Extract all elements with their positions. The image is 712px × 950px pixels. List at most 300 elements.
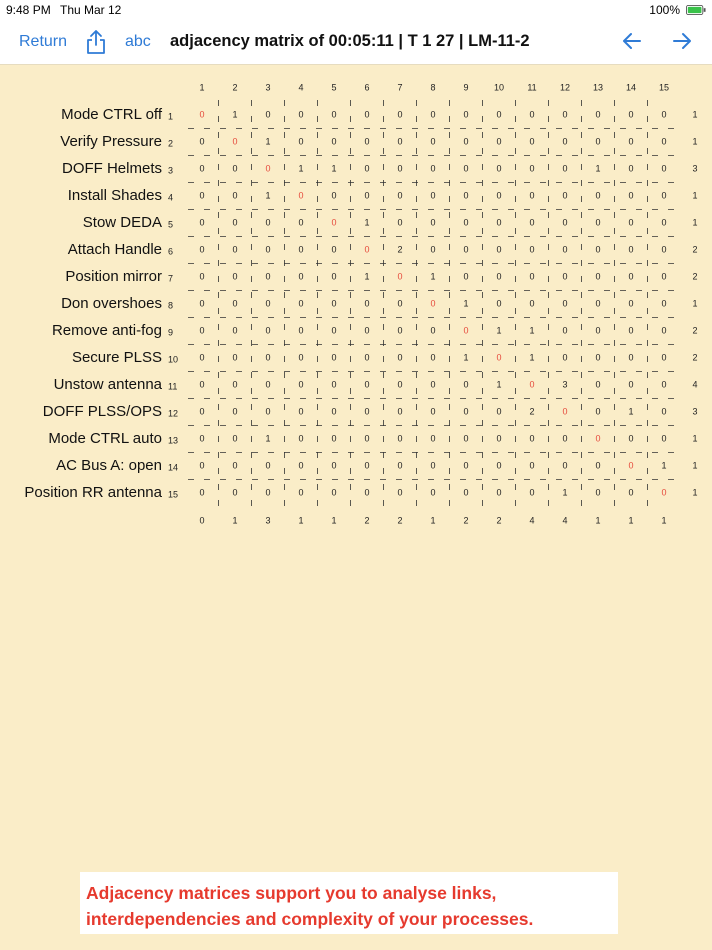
matrix-cell: 0 — [331, 325, 337, 336]
matrix-cell-diagonal: 0 — [562, 406, 568, 417]
matrix-cell: 0 — [397, 136, 403, 147]
matrix-cell: 1 — [430, 271, 436, 282]
row-index: 8 — [168, 300, 174, 311]
matrix-cell: 1 — [265, 433, 271, 444]
matrix-cell: 0 — [397, 379, 403, 390]
matrix-cell: 0 — [529, 487, 535, 498]
matrix-cell: 0 — [529, 460, 535, 471]
matrix-cell: 0 — [595, 298, 601, 309]
matrix-cell: 0 — [595, 325, 601, 336]
matrix-cell: 1 — [529, 352, 535, 363]
matrix-cell: 0 — [595, 379, 601, 390]
matrix-cell: 0 — [496, 136, 502, 147]
column-header: 7 — [397, 82, 403, 93]
matrix-cell: 0 — [331, 460, 337, 471]
row-label: Stow DEDA — [82, 213, 162, 231]
matrix-cell: 1 — [232, 109, 238, 120]
matrix-cell: 0 — [496, 109, 502, 120]
row-total: 1 — [692, 109, 698, 120]
matrix-cell: 0 — [529, 271, 535, 282]
matrix-cell: 0 — [298, 109, 304, 120]
matrix-cell: 0 — [463, 379, 469, 390]
matrix-cell: 1 — [661, 460, 667, 471]
matrix-cell: 0 — [364, 352, 370, 363]
column-header: 5 — [331, 82, 337, 93]
matrix-cell: 0 — [628, 163, 634, 174]
matrix-cell-diagonal: 0 — [364, 244, 370, 255]
matrix-cell: 0 — [628, 136, 634, 147]
matrix-cell: 0 — [496, 487, 502, 498]
row-index: 7 — [168, 273, 174, 284]
matrix-cell: 0 — [562, 217, 568, 228]
matrix-cell: 0 — [430, 244, 436, 255]
matrix-cell: 0 — [397, 487, 403, 498]
matrix-cell: 0 — [430, 352, 436, 363]
row-label: Position mirror — [65, 267, 162, 285]
row-index: 2 — [168, 138, 174, 149]
matrix-cell: 0 — [364, 325, 370, 336]
row-label: AC Bus A: open — [56, 456, 162, 474]
matrix-cell: 0 — [364, 433, 370, 444]
matrix-cell: 0 — [199, 217, 205, 228]
column-total: 1 — [430, 515, 436, 526]
row-label: DOFF PLSS/OPS — [42, 402, 162, 420]
matrix-cell: 0 — [397, 352, 403, 363]
matrix-cell: 0 — [562, 163, 568, 174]
column-total: 1 — [232, 515, 238, 526]
matrix-cell: 0 — [298, 433, 304, 444]
matrix-cell-diagonal: 0 — [232, 136, 238, 147]
matrix-cell: 0 — [661, 244, 667, 255]
matrix-cell: 0 — [661, 406, 667, 417]
matrix-cell: 0 — [463, 271, 469, 282]
matrix-cell-diagonal: 0 — [298, 190, 304, 201]
matrix-cell: 0 — [265, 109, 271, 120]
matrix-cell: 0 — [562, 136, 568, 147]
matrix-cell: 0 — [562, 433, 568, 444]
matrix-cell: 0 — [199, 190, 205, 201]
matrix-cell: 0 — [397, 163, 403, 174]
matrix-cell: 0 — [265, 271, 271, 282]
column-header: 4 — [298, 82, 304, 93]
column-total: 2 — [496, 515, 502, 526]
matrix-cell: 0 — [364, 298, 370, 309]
matrix-cell: 0 — [661, 325, 667, 336]
matrix-cell: 3 — [562, 379, 568, 390]
column-header: 6 — [364, 82, 370, 93]
matrix-cell: 0 — [661, 136, 667, 147]
matrix-cell: 1 — [496, 325, 502, 336]
matrix-cell: 0 — [661, 433, 667, 444]
column-total: 3 — [265, 515, 271, 526]
matrix-cell: 1 — [529, 325, 535, 336]
matrix-cell: 0 — [265, 487, 271, 498]
matrix-cell: 0 — [529, 433, 535, 444]
matrix-cell: 0 — [628, 109, 634, 120]
row-total: 4 — [692, 379, 698, 390]
matrix-cell: 1 — [364, 217, 370, 228]
column-total: 1 — [298, 515, 304, 526]
matrix-cell: 0 — [331, 190, 337, 201]
matrix-cell: 0 — [463, 163, 469, 174]
matrix-cell: 0 — [595, 244, 601, 255]
matrix-cell: 0 — [364, 379, 370, 390]
matrix-cell: 0 — [628, 325, 634, 336]
matrix-cell: 0 — [199, 163, 205, 174]
matrix-cell: 0 — [331, 406, 337, 417]
matrix-cell: 0 — [430, 433, 436, 444]
matrix-cell: 0 — [397, 406, 403, 417]
matrix-cell: 0 — [265, 460, 271, 471]
matrix-cell: 0 — [430, 460, 436, 471]
matrix-cell: 2 — [397, 244, 403, 255]
row-label: Mode CTRL off — [61, 105, 162, 123]
matrix-cell: 0 — [199, 406, 205, 417]
matrix-cell: 0 — [595, 271, 601, 282]
row-total: 1 — [692, 433, 698, 444]
matrix-cell: 0 — [331, 109, 337, 120]
row-index: 1 — [168, 111, 174, 122]
matrix-cell: 0 — [331, 136, 337, 147]
matrix-cell: 0 — [595, 460, 601, 471]
row-label: Unstow antenna — [53, 375, 162, 393]
column-header: 10 — [493, 82, 505, 93]
matrix-cell: 0 — [298, 325, 304, 336]
matrix-cell: 0 — [199, 433, 205, 444]
row-index: 9 — [168, 327, 174, 338]
matrix-cell: 0 — [562, 244, 568, 255]
matrix-cell: 1 — [463, 352, 469, 363]
matrix-cell: 2 — [529, 406, 535, 417]
matrix-cell: 0 — [628, 298, 634, 309]
matrix-cell: 0 — [265, 379, 271, 390]
matrix-cell: 1 — [298, 163, 304, 174]
matrix-cell: 0 — [232, 163, 238, 174]
row-total: 2 — [692, 244, 698, 255]
matrix-cell: 0 — [628, 487, 634, 498]
matrix-cell: 0 — [562, 109, 568, 120]
matrix-cell: 0 — [232, 379, 238, 390]
matrix-cell: 0 — [661, 298, 667, 309]
matrix-cell: 0 — [628, 352, 634, 363]
matrix-cell-diagonal: 0 — [628, 460, 634, 471]
matrix-cell: 0 — [232, 460, 238, 471]
row-label: Attach Handle — [67, 240, 162, 258]
column-header: 11 — [527, 82, 537, 93]
column-header: 12 — [559, 82, 571, 93]
matrix-cell: 0 — [265, 217, 271, 228]
matrix-cell: 1 — [595, 163, 601, 174]
row-total: 1 — [692, 487, 698, 498]
matrix-cell: 0 — [496, 163, 502, 174]
matrix-cell-diagonal: 0 — [265, 163, 271, 174]
matrix-cell-diagonal: 0 — [430, 298, 436, 309]
matrix-cell: 0 — [397, 109, 403, 120]
matrix-cell: 0 — [529, 217, 535, 228]
matrix-cell: 0 — [463, 406, 469, 417]
matrix-cell: 0 — [298, 352, 304, 363]
column-header: 1 — [199, 82, 205, 93]
abc-button[interactable]: abc — [125, 33, 151, 50]
row-index: 11 — [168, 381, 178, 392]
matrix-cell: 0 — [232, 271, 238, 282]
matrix-cell: 0 — [463, 244, 469, 255]
matrix-cell: 0 — [595, 190, 601, 201]
matrix-cell: 0 — [463, 217, 469, 228]
matrix-cell: 0 — [496, 271, 502, 282]
matrix-cell: 0 — [265, 352, 271, 363]
matrix-cell: 0 — [232, 487, 238, 498]
row-index: 3 — [168, 165, 174, 176]
battery-percentage: 100% — [649, 3, 680, 17]
matrix-cell-diagonal: 0 — [199, 109, 205, 120]
matrix-cell: 0 — [232, 406, 238, 417]
page-title: adjacency matrix of 00:05:11 | T 1 27 | LM-11-2 — [170, 32, 530, 50]
matrix-cell: 0 — [595, 487, 601, 498]
matrix-cell-diagonal: 0 — [463, 325, 469, 336]
matrix-cell-diagonal: 0 — [397, 271, 403, 282]
matrix-cell: 0 — [430, 217, 436, 228]
column-header: 15 — [658, 82, 670, 93]
matrix-cell: 0 — [595, 136, 601, 147]
matrix-cell: 0 — [463, 433, 469, 444]
matrix-cell: 0 — [463, 190, 469, 201]
matrix-cell: 0 — [331, 379, 337, 390]
matrix-cell: 0 — [628, 271, 634, 282]
row-index: 15 — [168, 489, 179, 500]
row-index: 5 — [168, 219, 174, 230]
column-header: 2 — [232, 82, 238, 93]
matrix-cell: 0 — [529, 109, 535, 120]
row-label: Verify Pressure — [60, 132, 162, 150]
row-label: Don overshoes — [61, 294, 162, 312]
matrix-cell: 0 — [199, 487, 205, 498]
matrix-cell: 0 — [595, 352, 601, 363]
matrix-cell-diagonal: 0 — [529, 379, 535, 390]
matrix-cell: 0 — [595, 109, 601, 120]
matrix-cell: 0 — [265, 325, 271, 336]
matrix-cell: 0 — [661, 163, 667, 174]
matrix-cell: 0 — [232, 325, 238, 336]
matrix-cell: 0 — [298, 460, 304, 471]
matrix-cell: 0 — [628, 190, 634, 201]
matrix-cell: 0 — [463, 109, 469, 120]
matrix-cell: 0 — [430, 109, 436, 120]
matrix-cell: 0 — [331, 271, 337, 282]
matrix-cell: 0 — [199, 352, 205, 363]
matrix-cell: 0 — [298, 136, 304, 147]
matrix-cell: 0 — [628, 244, 634, 255]
matrix-cell-diagonal: 0 — [595, 433, 601, 444]
matrix-cell: 1 — [496, 379, 502, 390]
matrix-cell: 1 — [265, 136, 271, 147]
row-label: Remove anti-fog — [51, 321, 162, 339]
matrix-cell: 0 — [298, 406, 304, 417]
matrix-cell: 1 — [265, 190, 271, 201]
row-index: 4 — [168, 192, 174, 203]
row-total: 2 — [692, 271, 698, 282]
row-index: 6 — [168, 246, 174, 257]
column-total: 2 — [463, 515, 469, 526]
matrix-cell: 0 — [562, 325, 568, 336]
matrix-cell: 0 — [265, 406, 271, 417]
matrix-cell: 0 — [232, 244, 238, 255]
matrix-cell: 0 — [430, 487, 436, 498]
matrix-cell: 1 — [331, 163, 337, 174]
matrix-cell: 0 — [232, 217, 238, 228]
matrix-cell: 0 — [232, 298, 238, 309]
matrix-cell: 0 — [496, 433, 502, 444]
matrix-cell: 0 — [298, 271, 304, 282]
matrix-cell-diagonal: 0 — [496, 352, 502, 363]
matrix-cell: 0 — [364, 487, 370, 498]
matrix-cell: 0 — [298, 298, 304, 309]
matrix-cell: 0 — [463, 136, 469, 147]
column-total: 2 — [364, 515, 370, 526]
matrix-cell: 0 — [529, 244, 535, 255]
row-index: 10 — [168, 354, 179, 365]
matrix-cell: 0 — [298, 379, 304, 390]
info-banner-line-2: interdependencies and complexity of your processes. — [86, 909, 534, 929]
matrix-cell: 0 — [529, 298, 535, 309]
matrix-cell: 0 — [298, 217, 304, 228]
row-total: 1 — [692, 460, 698, 471]
row-label: DOFF Helmets — [61, 159, 162, 177]
matrix-cell: 0 — [331, 433, 337, 444]
matrix-cell: 0 — [496, 460, 502, 471]
row-total: 1 — [692, 190, 698, 201]
status-time: 9:48 PM — [6, 3, 51, 17]
row-total: 2 — [692, 325, 698, 336]
matrix-cell: 0 — [496, 217, 502, 228]
matrix-cell: 0 — [397, 217, 403, 228]
matrix-cell: 0 — [298, 487, 304, 498]
row-label: Mode CTRL auto — [48, 429, 162, 447]
column-total: 1 — [595, 515, 601, 526]
matrix-cell: 0 — [199, 244, 205, 255]
matrix-cell: 0 — [529, 136, 535, 147]
info-banner-line-1: Adjacency matrices support you to analyse links, — [86, 883, 497, 903]
matrix-cell: 0 — [364, 163, 370, 174]
matrix-cell: 0 — [199, 379, 205, 390]
matrix-cell: 0 — [232, 190, 238, 201]
matrix-cell: 0 — [199, 298, 205, 309]
matrix-cell: 0 — [628, 379, 634, 390]
matrix-cell: 0 — [331, 298, 337, 309]
matrix-cell: 1 — [628, 406, 634, 417]
column-header: 14 — [625, 82, 637, 93]
matrix-cell: 0 — [265, 244, 271, 255]
matrix-cell: 0 — [430, 325, 436, 336]
matrix-cell: 0 — [397, 325, 403, 336]
matrix-cell: 0 — [661, 109, 667, 120]
column-header: 3 — [265, 82, 271, 93]
matrix-cell: 0 — [463, 487, 469, 498]
matrix-cell: 0 — [199, 136, 205, 147]
matrix-cell: 0 — [430, 163, 436, 174]
matrix-cell: 0 — [364, 406, 370, 417]
matrix-cell: 0 — [562, 298, 568, 309]
row-total: 3 — [692, 163, 698, 174]
matrix-cell: 0 — [364, 109, 370, 120]
matrix-cell: 0 — [364, 460, 370, 471]
matrix-cell: 1 — [463, 298, 469, 309]
row-label: Position RR antenna — [24, 483, 162, 501]
row-index: 12 — [168, 408, 179, 419]
matrix-cell: 0 — [397, 298, 403, 309]
column-total: 2 — [397, 515, 403, 526]
column-total: 0 — [199, 515, 205, 526]
row-label: Secure PLSS — [71, 348, 162, 366]
matrix-cell: 0 — [397, 460, 403, 471]
matrix-cell-diagonal: 0 — [331, 217, 337, 228]
column-total: 4 — [529, 515, 535, 526]
column-total: 1 — [661, 515, 667, 526]
matrix-cell: 0 — [331, 352, 337, 363]
matrix-cell: 0 — [232, 352, 238, 363]
matrix-cell: 0 — [529, 190, 535, 201]
matrix-cell: 0 — [199, 460, 205, 471]
matrix-cell: 0 — [595, 217, 601, 228]
matrix-cell: 0 — [661, 190, 667, 201]
row-total: 1 — [692, 298, 698, 309]
matrix-cell: 0 — [496, 190, 502, 201]
row-label: Install Shades — [67, 186, 162, 204]
column-header: 8 — [430, 82, 436, 93]
matrix-cell: 0 — [562, 271, 568, 282]
matrix-cell: 0 — [562, 460, 568, 471]
matrix-cell: 0 — [529, 163, 535, 174]
matrix-cell: 1 — [562, 487, 568, 498]
matrix-cell: 0 — [364, 190, 370, 201]
matrix-cell: 0 — [661, 379, 667, 390]
matrix-cell: 0 — [463, 460, 469, 471]
matrix-cell: 0 — [298, 244, 304, 255]
matrix-cell: 1 — [364, 271, 370, 282]
row-index: 13 — [168, 435, 179, 446]
matrix-cell: 0 — [364, 136, 370, 147]
matrix-cell: 0 — [430, 190, 436, 201]
matrix-cell: 0 — [397, 190, 403, 201]
matrix-cell: 0 — [562, 190, 568, 201]
return-button[interactable]: Return — [19, 33, 68, 50]
row-total: 3 — [692, 406, 698, 417]
matrix-cell: 0 — [496, 406, 502, 417]
row-total: 1 — [692, 136, 698, 147]
matrix-cell: 0 — [397, 433, 403, 444]
matrix-cell: 0 — [331, 244, 337, 255]
row-total: 1 — [692, 217, 698, 228]
matrix-cell: 0 — [430, 379, 436, 390]
matrix-cell: 0 — [661, 271, 667, 282]
matrix-cell: 0 — [430, 406, 436, 417]
matrix-cell: 0 — [628, 217, 634, 228]
column-total: 4 — [562, 515, 568, 526]
matrix-cell: 0 — [562, 352, 568, 363]
matrix-cell: 0 — [199, 325, 205, 336]
column-header: 13 — [592, 82, 604, 93]
column-total: 1 — [628, 515, 634, 526]
matrix-cell: 0 — [628, 433, 634, 444]
matrix-cell: 0 — [496, 244, 502, 255]
matrix-cell: 0 — [661, 352, 667, 363]
column-total: 1 — [331, 515, 337, 526]
matrix-cell: 0 — [199, 271, 205, 282]
matrix-cell: 0 — [430, 136, 436, 147]
matrix-cell: 0 — [331, 487, 337, 498]
matrix-cell: 0 — [595, 406, 601, 417]
matrix-cell: 0 — [496, 298, 502, 309]
